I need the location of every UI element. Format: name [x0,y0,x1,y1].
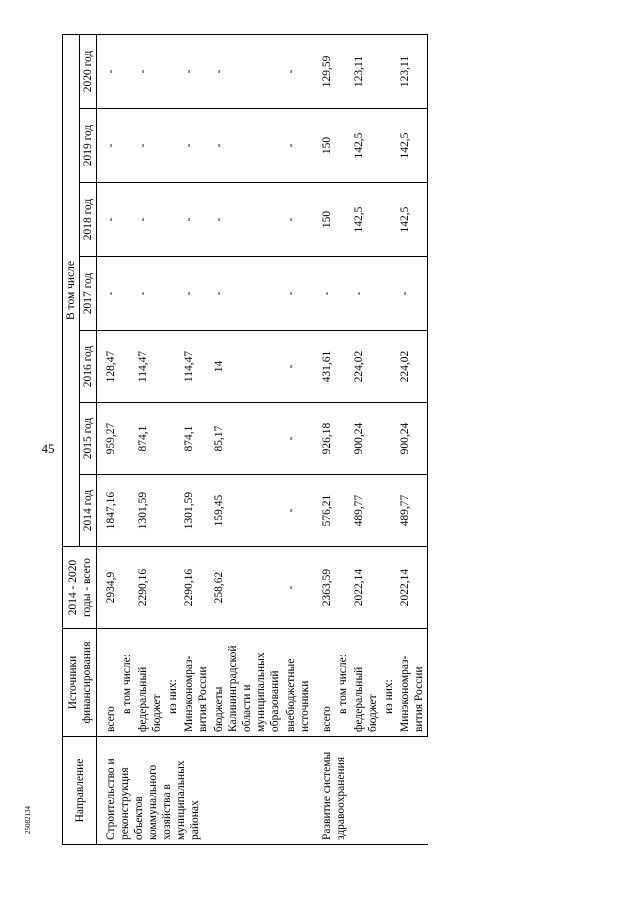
source-cell: бюджеты Калининградской области и муниципальных образований [211,629,283,737]
year-value-cell [165,331,181,403]
total-cell: 2290,16 [135,547,165,629]
year-value-cell: - [283,257,313,331]
direction-cell: Строительство и реконструкция объектов коммунального хозяйства в муниципальных районах [103,737,313,845]
year-value-cell [335,331,351,403]
total-cell [119,547,135,629]
source-cell: федеральный бюджет [351,629,381,737]
year-value-cell [335,183,351,257]
table-row [211,34,283,844]
total-cell: 2934,9 [103,547,119,629]
year-value-cell: 142,5 [351,109,381,183]
table-row [351,34,381,844]
year-value-cell: - [103,34,119,108]
source-cell: всего [319,629,335,737]
year-value-cell: 431,61 [319,331,335,403]
year-value-cell: - [181,257,211,331]
table-row [397,34,428,844]
year-value-cell [381,331,397,403]
year-value-cell [335,475,351,547]
year-value-cell [119,331,135,403]
table-row [165,34,181,844]
total-cell: 258,62 [211,547,283,629]
year-value-cell: 142,5 [351,183,381,257]
total-cell: - [283,547,313,629]
total-cell [335,547,351,629]
year-value-cell: 128,47 [103,331,119,403]
year-value-cell: 874,1 [181,403,211,475]
total-cell [165,547,181,629]
total-cell: 2363,59 [319,547,335,629]
header-year: 2018 год [80,183,97,257]
header-year: 2017 год [80,257,97,331]
year-value-cell [381,475,397,547]
year-value-cell: - [211,109,283,183]
source-cell: Минэкономраз-вития России [181,629,211,737]
year-value-cell: 114,47 [135,331,165,403]
year-value-cell: - [181,183,211,257]
year-value-cell [381,109,397,183]
year-value-cell [335,109,351,183]
total-cell: 2022,14 [397,547,428,629]
year-value-cell [119,183,135,257]
year-value-cell: - [181,109,211,183]
year-value-cell: - [181,34,211,108]
table-row [335,34,351,844]
total-cell: 2022,14 [351,547,381,629]
year-value-cell: - [283,331,313,403]
header-year: 2015 год [80,403,97,475]
header-row-1 [63,34,80,844]
year-value-cell: - [283,403,313,475]
year-value-cell [119,34,135,108]
year-value-cell [165,183,181,257]
year-value-cell: - [283,109,313,183]
source-cell: федеральный бюджет [135,629,165,737]
year-value-cell: 159,45 [211,475,283,547]
table-body [97,34,428,844]
year-value-cell: 1847,16 [103,475,119,547]
year-value-cell [335,257,351,331]
year-value-cell: 14 [211,331,283,403]
year-value-cell [165,475,181,547]
year-value-cell: 150 [319,183,335,257]
year-value-cell: - [211,183,283,257]
year-value-cell: 114,47 [181,331,211,403]
table-row [283,34,313,844]
table-row [119,34,135,844]
year-value-cell: 900,24 [351,403,381,475]
source-cell: из них: [381,629,397,737]
year-value-cell: - [283,34,313,108]
source-cell: из них: [165,629,181,737]
year-value-cell [119,475,135,547]
year-value-cell: 1301,59 [181,475,211,547]
document-code: 25082134 [24,806,32,834]
table-row [381,34,397,844]
year-value-cell: - [135,109,165,183]
year-value-cell: 150 [319,109,335,183]
source-cell: всего [103,629,119,737]
year-value-cell [335,403,351,475]
year-value-cell: - [351,257,381,331]
year-value-cell: - [397,257,428,331]
total-cell [381,547,397,629]
source-cell: Минэкономраз-вития России [397,629,428,737]
financing-table [62,34,428,845]
source-cell: в том числе: [119,629,135,737]
year-value-cell [381,257,397,331]
total-cell: 2290,16 [181,547,211,629]
year-value-cell [165,34,181,108]
header-year: 2014 год [80,475,97,547]
source-cell: внебюджетные источники [283,629,313,737]
header-direction: Направление [63,737,97,845]
year-value-cell: 1301,59 [135,475,165,547]
year-value-cell: 142,5 [397,183,428,257]
year-value-cell: 142,5 [397,109,428,183]
year-value-cell [381,183,397,257]
year-value-cell [165,109,181,183]
year-value-cell: 489,77 [397,475,428,547]
year-value-cell: - [103,109,119,183]
year-value-cell [119,109,135,183]
year-value-cell [381,34,397,108]
year-value-cell: 123,11 [397,34,428,108]
table-row [103,34,119,844]
header-year: 2019 год [80,109,97,183]
year-value-cell: - [211,34,283,108]
year-value-cell: 224,02 [397,331,428,403]
year-value-cell: - [135,257,165,331]
year-value-cell: - [211,257,283,331]
header-total-period: 2014 - 2020 годы - всего [63,547,97,629]
year-value-cell [119,257,135,331]
year-value-cell [381,403,397,475]
rotated-table-container [62,35,622,845]
table-row [135,34,165,844]
year-value-cell: - [135,34,165,108]
year-value-cell [165,257,181,331]
year-value-cell: - [103,257,119,331]
header-year: 2016 год [80,331,97,403]
year-value-cell: 129,59 [319,34,335,108]
year-value-cell: 489,77 [351,475,381,547]
year-value-cell: 959,27 [103,403,119,475]
year-value-cell: - [283,475,313,547]
year-value-cell: 576,21 [319,475,335,547]
year-value-cell [165,403,181,475]
year-value-cell: 900,24 [397,403,428,475]
year-value-cell: - [283,183,313,257]
header-sources: Источники финансирования [63,629,97,737]
year-value-cell: - [135,183,165,257]
header-year: 2020 год [80,34,97,108]
year-value-cell: 926,18 [319,403,335,475]
direction-cell: Развитие системы здравоохранения [319,737,428,845]
year-value-cell [335,34,351,108]
year-value-cell [119,403,135,475]
year-value-cell: 224,02 [351,331,381,403]
year-value-cell: 85,17 [211,403,283,475]
year-value-cell: 123,11 [351,34,381,108]
year-value-cell: - [103,183,119,257]
page-number: 45 [41,441,55,456]
year-value-cell: 874,1 [135,403,165,475]
table-row [319,34,335,844]
header-including: В том числе [63,34,80,546]
year-value-cell: - [319,257,335,331]
source-cell: в том числе: [335,629,351,737]
table-row [181,34,211,844]
